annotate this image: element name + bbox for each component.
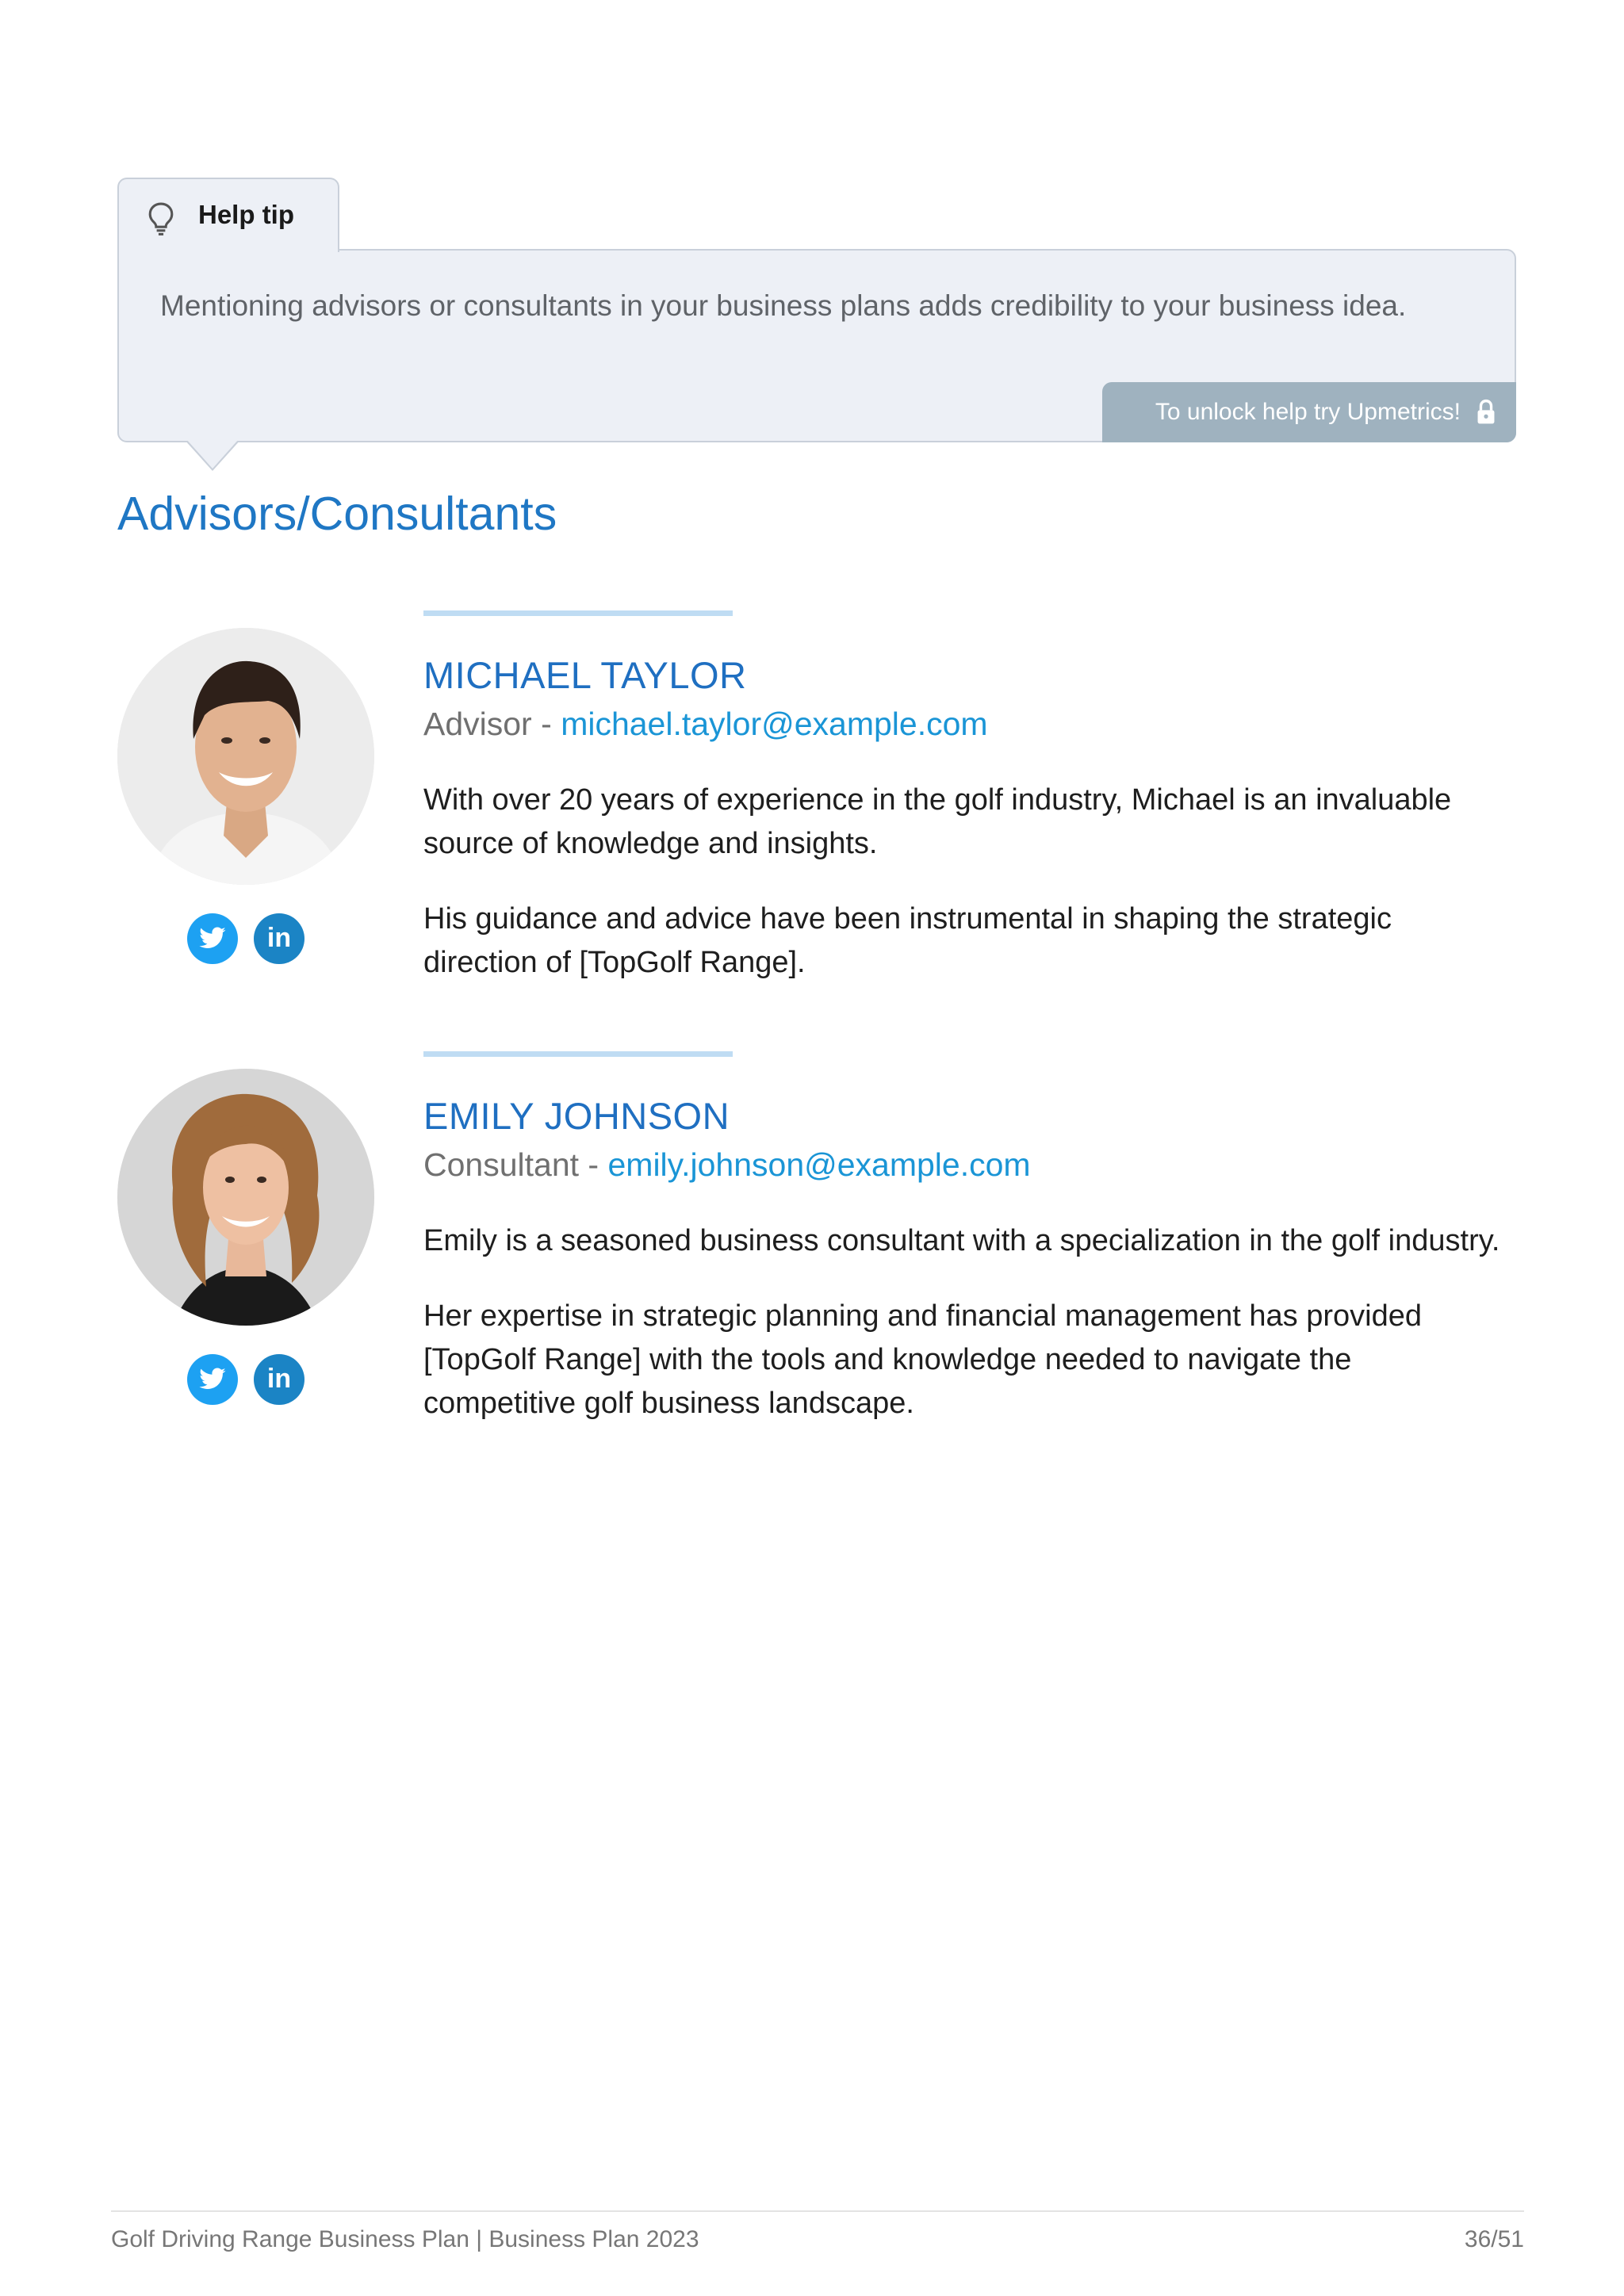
profile-role: Consultant [423, 1146, 580, 1183]
unlock-help-label: To unlock help try Upmetrics! [1155, 399, 1461, 425]
avatar [117, 628, 374, 885]
profile-role-line [423, 1146, 1031, 1184]
profile-accent-bar [423, 1051, 733, 1057]
profile-role: Advisor [423, 706, 532, 742]
twitter-link[interactable] [187, 913, 238, 964]
footer-document-title: Golf Driving Range Business Plan | Business Plan 2023 [111, 2226, 699, 2252]
profile-name: MICHAEL TAYLOR [423, 654, 747, 696]
profile-bio [423, 779, 1502, 1016]
profile-accent-bar [423, 610, 733, 616]
help-tip-pointer-fill [186, 439, 239, 469]
bio-paragraph: Her expertise in strategic planning and financial management has provided [TopGolf Range] with the tools and knowledge needed to navigate the competitive golf business landscape. [423, 1299, 1422, 1420]
social-links [187, 1354, 304, 1405]
profile-email-link[interactable]: emily.johnson@example.com [607, 1146, 1031, 1183]
linkedin-link[interactable] [254, 913, 304, 964]
role-separator: - [588, 1146, 599, 1183]
profile-role-line [423, 706, 988, 743]
social-links [187, 913, 304, 964]
section-title: Advisors/Consultants [117, 488, 557, 540]
help-tip-box [117, 249, 1516, 442]
help-tip-text: Mentioning advisors or consultants in your business plans adds credibility to your business idea. [160, 289, 1407, 322]
bio-paragraph: His guidance and advice have been instrumental in shaping the strategic direction of [TopGolf Range]. [423, 902, 1392, 979]
profile-name: EMILY JOHNSON [423, 1095, 730, 1137]
profile-email-link[interactable]: michael.taylor@example.com [561, 706, 988, 742]
linkedin-icon: in [266, 1363, 292, 1394]
linkedin-link[interactable] [254, 1354, 304, 1405]
twitter-link[interactable] [187, 1354, 238, 1405]
help-tip-title: Help tip [198, 200, 294, 229]
footer-divider [111, 2210, 1524, 2212]
bio-paragraph: With over 20 years of experience in the golf industry, Michael is an invaluable source of knowledge and insights. [423, 783, 1452, 860]
linkedin-icon: in [266, 922, 292, 953]
page-number: 36/51 [1464, 2226, 1524, 2252]
lightbulb-icon [146, 201, 176, 238]
role-separator: - [541, 706, 552, 742]
bio-paragraph: Emily is a seasoned business consultant with a specialization in the golf industry. [423, 1224, 1500, 1257]
twitter-icon [198, 1368, 227, 1391]
unlock-help-button[interactable] [1102, 382, 1516, 442]
twitter-icon [198, 927, 227, 951]
avatar [117, 1069, 374, 1326]
profile-bio [423, 1219, 1502, 1457]
lock-icon [1475, 399, 1497, 426]
help-tip-tab [117, 178, 339, 252]
